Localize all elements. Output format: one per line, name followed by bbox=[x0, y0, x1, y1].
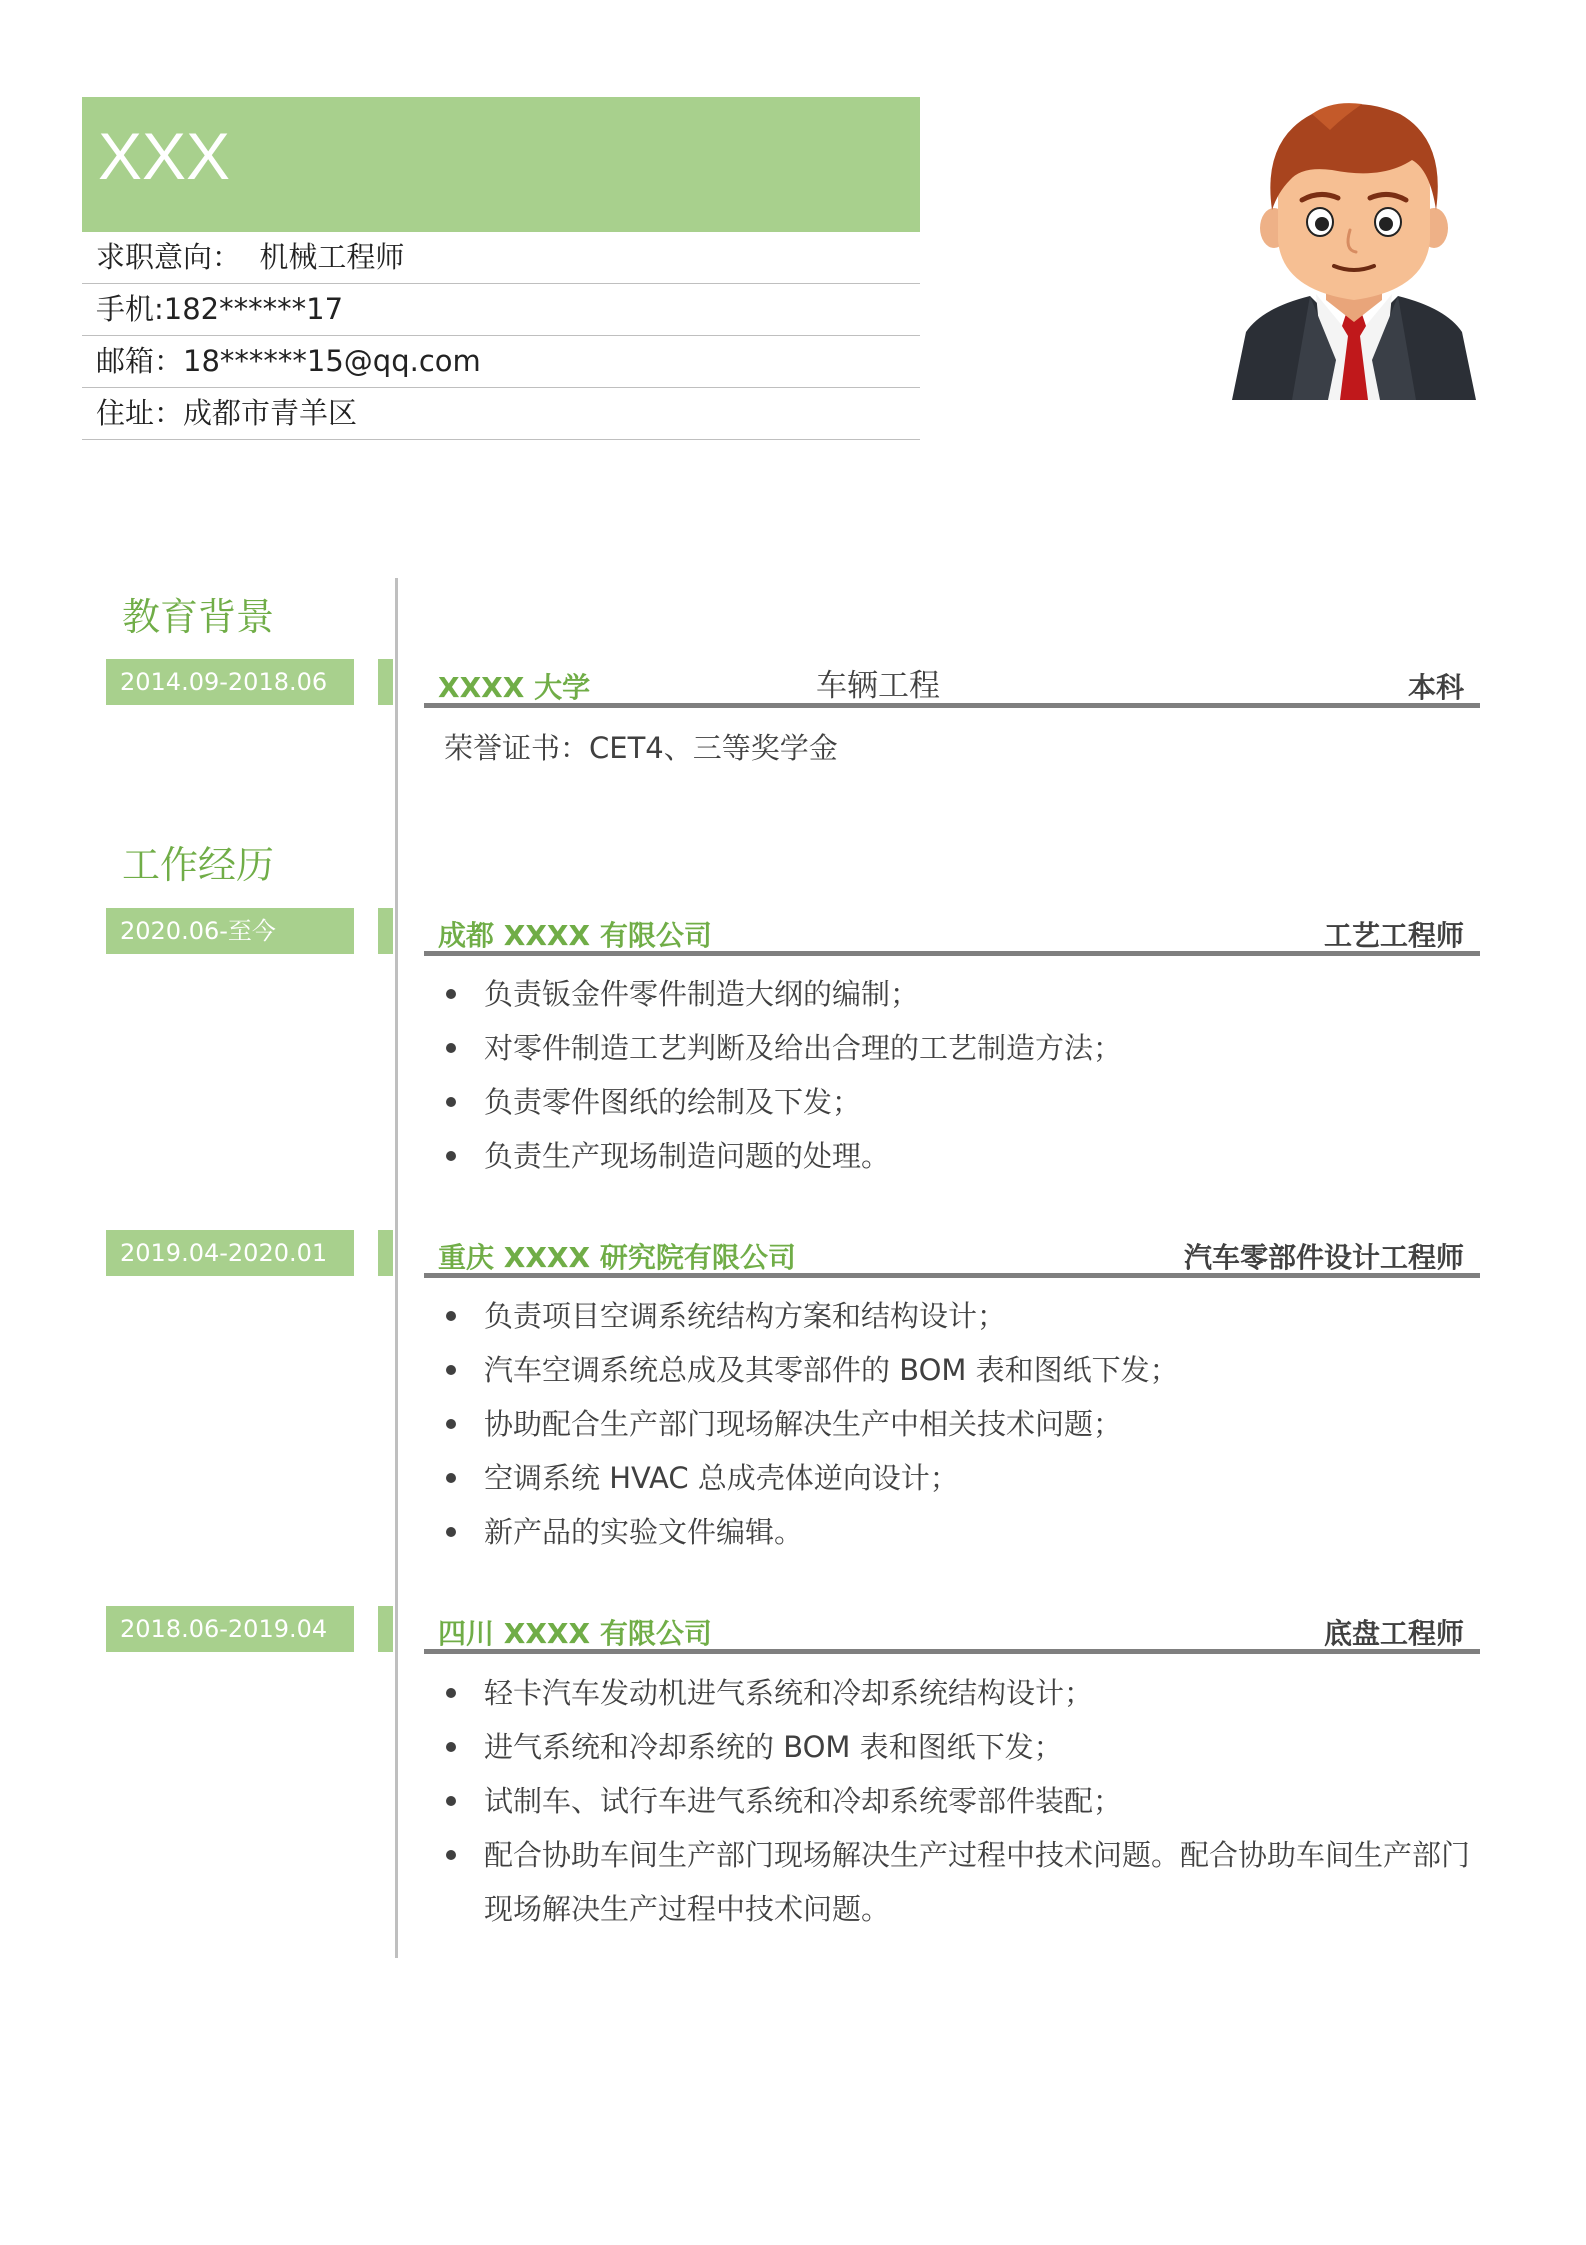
phone-row bbox=[82, 284, 920, 336]
job-date: 2019.04-2020.01 bbox=[106, 1230, 354, 1276]
job-entry-header bbox=[424, 904, 1480, 956]
job-role: 汽车零部件设计工程师 bbox=[1183, 1241, 1464, 1274]
candidate-name: XXX bbox=[98, 119, 231, 193]
email-row bbox=[82, 336, 920, 388]
list-item: 负责钣金件零件制造大纲的编制； bbox=[444, 967, 1494, 1021]
job-entry-header bbox=[424, 1226, 1480, 1278]
list-item: 试制车、试行车进气系统和冷却系统零部件装配； bbox=[444, 1774, 1494, 1828]
phone: 手机:182******17 bbox=[96, 292, 344, 326]
job-intent: 求职意向： 机械工程师 bbox=[96, 240, 405, 274]
list-item: 轻卡汽车发动机进气系统和冷却系统结构设计； bbox=[444, 1666, 1494, 1720]
date-marker bbox=[378, 1606, 393, 1652]
list-item: 进气系统和冷却系统的 BOM 表和图纸下发； bbox=[444, 1720, 1494, 1774]
timeline-divider bbox=[395, 578, 398, 1958]
education-entry-header bbox=[424, 656, 1480, 708]
job-role: 工艺工程师 bbox=[1323, 919, 1464, 952]
address-row bbox=[82, 388, 920, 440]
list-item: 负责生产现场制造问题的处理。 bbox=[444, 1129, 1494, 1183]
job-date: 2018.06-2019.04 bbox=[106, 1606, 354, 1652]
list-item: 新产品的实验文件编辑。 bbox=[444, 1505, 1494, 1559]
honors: 荣誉证书：CET4、三等奖学金 bbox=[444, 731, 838, 765]
education-section-title: 教育背景 bbox=[122, 595, 275, 639]
education-date: 2014.09-2018.06 bbox=[106, 659, 354, 705]
date-marker bbox=[378, 1230, 393, 1276]
list-item: 负责零件图纸的绘制及下发； bbox=[444, 1075, 1494, 1129]
list-item: 汽车空调系统总成及其零部件的 BOM 表和图纸下发； bbox=[444, 1343, 1494, 1397]
list-item: 配合协助车间生产部门现场解决生产过程中技术问题。配合协助车间生产部门现场解决生产过程中技术问题。 bbox=[444, 1828, 1494, 1936]
company-name: 四川 XXXX 有限公司 bbox=[438, 1617, 712, 1650]
job-duties bbox=[444, 967, 1494, 1183]
job-duties bbox=[444, 1289, 1494, 1559]
email: 邮箱：18******15@qq.com bbox=[96, 344, 481, 378]
company-name: 成都 XXXX 有限公司 bbox=[438, 919, 712, 952]
job-intent-row bbox=[82, 232, 920, 284]
job-duties bbox=[444, 1666, 1494, 1936]
list-item: 负责项目空调系统结构方案和结构设计； bbox=[444, 1289, 1494, 1343]
list-item: 空调系统 HVAC 总成壳体逆向设计； bbox=[444, 1451, 1494, 1505]
degree: 本科 bbox=[1407, 671, 1464, 704]
school-name: XXXX 大学 bbox=[438, 671, 591, 704]
list-item: 协助配合生产部门现场解决生产中相关技术问题； bbox=[444, 1397, 1494, 1451]
job-entry-header bbox=[424, 1602, 1480, 1654]
name-banner bbox=[82, 97, 920, 232]
avatar bbox=[1232, 100, 1476, 400]
address: 住址：成都市青羊区 bbox=[96, 396, 358, 430]
job-date: 2020.06-至今 bbox=[106, 908, 354, 954]
company-name: 重庆 XXXX 研究院有限公司 bbox=[438, 1241, 796, 1274]
list-item: 对零件制造工艺判断及给出合理的工艺制造方法； bbox=[444, 1021, 1494, 1075]
job-role: 底盘工程师 bbox=[1323, 1617, 1464, 1650]
major: 车辆工程 bbox=[816, 668, 940, 704]
work-section-title: 工作经历 bbox=[122, 843, 275, 887]
date-marker bbox=[378, 908, 393, 954]
date-marker bbox=[378, 659, 393, 705]
